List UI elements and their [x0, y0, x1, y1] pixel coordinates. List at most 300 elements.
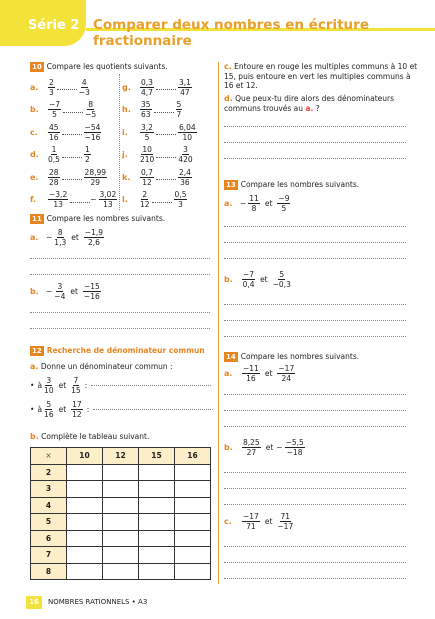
- numerator: −5,5: [285, 438, 304, 447]
- ex14-item-a: [224, 364, 297, 383]
- row-header: 4: [31, 497, 67, 514]
- answer-line[interactable]: [224, 488, 406, 489]
- numerator: −11: [243, 364, 259, 373]
- answer-line[interactable]: [224, 242, 406, 243]
- ex10-item: [30, 189, 119, 212]
- denominator: 0,5: [48, 155, 60, 165]
- table-cell[interactable]: [67, 563, 103, 580]
- numerator: 71: [280, 512, 291, 521]
- et-word: et: [260, 275, 268, 284]
- ex12-part-d: [224, 94, 394, 113]
- minus-sign: −: [240, 199, 247, 208]
- fraction: [84, 228, 104, 247]
- denominator: 16: [49, 132, 59, 142]
- column-header: 16: [175, 448, 211, 465]
- denominator: 12: [140, 200, 150, 210]
- item-label: i.: [122, 127, 128, 137]
- ex10-item: [30, 144, 119, 167]
- numerator: 5: [279, 270, 285, 279]
- fraction: [48, 168, 60, 187]
- numerator: −1,9: [84, 228, 104, 237]
- table-row: [31, 563, 211, 580]
- denominator: 13: [103, 200, 113, 210]
- numerator: 28: [49, 167, 59, 177]
- ex12-part-b: [30, 432, 149, 441]
- fraction: [242, 438, 261, 457]
- numerator: 7: [73, 376, 79, 385]
- numerator: 17: [72, 400, 82, 409]
- denominator: 8: [251, 204, 257, 213]
- numerator: −54: [84, 122, 101, 132]
- fraction: [99, 190, 118, 209]
- ex13-heading: [224, 180, 359, 190]
- table-cell[interactable]: [175, 464, 211, 481]
- ex10-item: [122, 189, 199, 212]
- numerator: −15: [83, 282, 100, 291]
- numerator: 4: [81, 77, 87, 87]
- fraction: [285, 438, 305, 457]
- denominator: 2,6: [87, 238, 100, 247]
- denominator: 1,3: [54, 238, 67, 247]
- table-cell[interactable]: [139, 530, 175, 547]
- comparison-blank[interactable]: [70, 197, 90, 203]
- fraction: [178, 78, 192, 97]
- answer-line[interactable]: [30, 258, 210, 259]
- numerator: −7: [49, 100, 61, 110]
- item-label: f.: [30, 195, 37, 205]
- column-header: 10: [67, 448, 103, 465]
- numerator: 3: [57, 282, 63, 291]
- fraction: [48, 123, 60, 142]
- fraction: [277, 512, 293, 531]
- item-label: c.: [30, 127, 38, 137]
- answer-line[interactable]: [224, 410, 406, 411]
- denominator: 3: [49, 87, 54, 97]
- comparison-blank[interactable]: [62, 174, 82, 180]
- table-cell[interactable]: [175, 514, 211, 531]
- ex14-heading: [224, 352, 359, 362]
- denominator: 71: [246, 522, 256, 531]
- fraction: [178, 123, 197, 142]
- fraction: [48, 145, 60, 164]
- fraction: [273, 270, 291, 289]
- answer-line[interactable]: [30, 328, 210, 329]
- table-cell[interactable]: [175, 563, 211, 580]
- numerator: 6,04: [178, 122, 196, 132]
- ex10-item: [122, 166, 199, 189]
- comparison-blank[interactable]: [156, 129, 176, 135]
- comparison-blank[interactable]: [156, 84, 176, 90]
- denominator: 24: [281, 374, 292, 383]
- fraction: [79, 78, 90, 97]
- answer-line[interactable]: [224, 472, 406, 473]
- comparison-blank[interactable]: [62, 129, 82, 135]
- column-divider: [218, 62, 219, 584]
- table-cell[interactable]: [103, 514, 139, 531]
- page-title: Comparer deux nombres en écriture fractionnaire: [93, 17, 369, 49]
- table-cell[interactable]: [67, 464, 103, 481]
- fraction: [44, 400, 54, 419]
- denominator: 4,7: [141, 87, 153, 97]
- table-cell[interactable]: [139, 481, 175, 498]
- answer-line[interactable]: [224, 562, 406, 563]
- numerator: −17: [243, 512, 259, 521]
- numerator: 5: [176, 100, 182, 110]
- fraction: [174, 190, 188, 209]
- item-label: c.: [224, 517, 232, 526]
- ex11-number: 11: [32, 215, 42, 223]
- numerator: 10: [142, 145, 152, 155]
- ex12-part-c: [224, 62, 417, 91]
- table-cell[interactable]: [139, 547, 175, 564]
- et-word: et: [58, 405, 67, 414]
- numerator: 0,5: [174, 190, 187, 200]
- table-cell[interactable]: [139, 514, 175, 531]
- denominator: 28: [49, 177, 59, 187]
- instruction-text: 16 et 12.: [224, 81, 258, 90]
- multiplication-table: [30, 447, 211, 580]
- bullet: •: [30, 405, 35, 414]
- column-header: 12: [103, 448, 139, 465]
- denominator: 12: [72, 410, 82, 419]
- denominator: 13: [53, 200, 63, 210]
- answer-line[interactable]: [224, 126, 406, 127]
- ex10-divider: [119, 74, 120, 210]
- fraction: [242, 364, 260, 383]
- numerator: 1: [51, 145, 57, 155]
- ex11-instruction: Compare les nombres suivants.: [46, 214, 166, 223]
- fraction: [248, 194, 260, 213]
- item-label: b.: [224, 443, 233, 452]
- et-word: et: [264, 199, 273, 208]
- fraction: [48, 100, 61, 119]
- fraction: [140, 123, 154, 142]
- instruction-text: Donne un dénominateur commun :: [40, 362, 173, 371]
- table-row: [31, 481, 211, 498]
- fraction: [71, 376, 81, 395]
- numerator: 8,25: [243, 438, 260, 447]
- denominator: 47: [180, 87, 190, 97]
- reference-label: a.: [305, 103, 314, 113]
- item-label: e.: [30, 172, 39, 182]
- fraction: [83, 282, 101, 301]
- answer-line[interactable]: [224, 546, 406, 547]
- item-label: j.: [122, 150, 128, 160]
- et-word: et: [71, 233, 79, 242]
- fraction: [242, 270, 255, 289]
- item-label: a.: [30, 82, 39, 92]
- instruction-text: communs trouvés au: [224, 103, 304, 113]
- table-cell[interactable]: [103, 497, 139, 514]
- fraction: [84, 123, 102, 142]
- denominator: −3: [78, 87, 90, 97]
- ex12-bullet-1: [30, 376, 211, 395]
- comparison-blank[interactable]: [152, 197, 172, 203]
- fraction: [54, 282, 65, 301]
- item-label: h.: [122, 105, 131, 115]
- denominator: 16: [246, 374, 256, 383]
- denominator: 27: [246, 448, 257, 457]
- ex12-number: 12: [32, 347, 42, 355]
- fraction: [48, 190, 68, 209]
- fraction: [140, 78, 154, 97]
- answer-line[interactable]: [93, 409, 213, 410]
- answer-line[interactable]: [224, 142, 406, 143]
- answer-line[interactable]: [224, 394, 406, 395]
- minus-sign: −: [46, 287, 53, 296]
- ex10-item: [122, 144, 199, 167]
- ex10-heading: [30, 62, 168, 72]
- numerator: 5: [46, 400, 52, 409]
- table-cell[interactable]: [139, 464, 175, 481]
- footer-text: NOMBRES RATIONNELS • A3: [48, 598, 148, 606]
- item-label: g.: [122, 82, 131, 92]
- comparison-blank[interactable]: [62, 152, 82, 158]
- denominator: −17: [277, 522, 294, 531]
- ex13-instruction: Compare les nombres suivants.: [240, 180, 360, 189]
- answer-line[interactable]: [224, 226, 406, 227]
- denominator: 210: [140, 155, 155, 165]
- table-cell[interactable]: [103, 464, 139, 481]
- denominator: −4: [54, 292, 66, 301]
- row-header: 5: [31, 514, 67, 531]
- answer-line[interactable]: [224, 320, 406, 321]
- numerator: 3: [46, 376, 52, 385]
- numerator: −3,2: [49, 190, 68, 200]
- denominator: 3: [178, 200, 183, 210]
- fraction: [85, 100, 96, 119]
- minus-sign: −: [276, 443, 283, 452]
- numerator: 3,1: [178, 77, 191, 87]
- answer-line[interactable]: [224, 158, 406, 159]
- item-label: b.: [30, 287, 39, 296]
- instruction-text: 15, puis entoure en vert les multiples communs à: [224, 71, 411, 81]
- ex13-item-b: [224, 270, 293, 289]
- item-label: d.: [224, 94, 233, 103]
- numerator: 28,99: [84, 167, 107, 177]
- table-cell[interactable]: [103, 481, 139, 498]
- item-label: l.: [122, 195, 128, 205]
- answer-line[interactable]: [224, 426, 406, 427]
- ex10-item: [122, 121, 199, 144]
- ex10-right-column: [122, 76, 199, 211]
- prefix-text: à: [37, 381, 43, 390]
- ex10-item: [30, 76, 119, 99]
- table-cell[interactable]: [139, 563, 175, 580]
- ex11-item-b: [30, 282, 103, 301]
- fraction: [140, 168, 154, 187]
- denominator: 420: [178, 155, 193, 165]
- answer-line[interactable]: [30, 274, 210, 275]
- et-word: et: [264, 517, 273, 526]
- numerator: 2: [142, 190, 148, 200]
- denominator: 7: [176, 110, 182, 120]
- table-cell[interactable]: [139, 497, 175, 514]
- item-label: d.: [30, 150, 39, 160]
- denominator: 12: [142, 177, 152, 187]
- answer-line[interactable]: [91, 385, 211, 386]
- denominator: 5: [281, 204, 287, 213]
- fraction: [242, 512, 260, 531]
- table-cell[interactable]: [67, 514, 103, 531]
- denominator: 10: [44, 386, 54, 395]
- ex12-part-a: [30, 362, 173, 371]
- denominator: −0,3: [272, 280, 291, 289]
- colon: :: [86, 405, 90, 414]
- table-cell[interactable]: [67, 497, 103, 514]
- table-corner: ×: [31, 448, 67, 465]
- table-row: [31, 547, 211, 564]
- instruction-text: Entoure en rouge les multiples communs à 10 et: [234, 62, 418, 71]
- numerator: 8: [57, 228, 63, 237]
- answer-line[interactable]: [224, 578, 406, 579]
- numerator: 3: [183, 145, 188, 155]
- denominator: 16: [44, 410, 54, 419]
- colon: :: [84, 381, 88, 390]
- row-header: 3: [31, 481, 67, 498]
- table-row: [31, 497, 211, 514]
- denominator: −18: [286, 448, 303, 457]
- numerator: 45: [49, 122, 59, 132]
- fraction: [178, 145, 192, 164]
- table-cell[interactable]: [175, 530, 211, 547]
- table-row: [31, 464, 211, 481]
- comparison-blank[interactable]: [57, 84, 77, 90]
- table-cell[interactable]: [67, 530, 103, 547]
- denominator: 10: [182, 132, 193, 142]
- ex11-item-a: [30, 228, 106, 247]
- ex13-item-a: [224, 194, 292, 213]
- numerator: 2,4: [178, 167, 191, 177]
- fraction: [140, 190, 150, 209]
- ex14-item-c: [224, 512, 295, 531]
- page-number: 16: [26, 596, 42, 609]
- numerator: 35: [141, 100, 151, 110]
- fraction: [54, 228, 66, 247]
- denominator: 29: [90, 177, 101, 187]
- fraction: [277, 194, 290, 213]
- item-label: a.: [224, 199, 233, 208]
- numerator: 1: [84, 145, 90, 155]
- item-label: b.: [224, 275, 233, 284]
- fraction: [84, 145, 91, 164]
- et-word: et: [70, 287, 78, 296]
- fraction: [84, 168, 107, 187]
- ex12-bullet-2: [30, 400, 213, 419]
- column-header: 15: [139, 448, 175, 465]
- table-cell[interactable]: [103, 547, 139, 564]
- item-label: b.: [30, 105, 39, 115]
- denominator: −16: [83, 292, 100, 301]
- fraction: [176, 100, 183, 119]
- ex11-heading: [30, 214, 165, 224]
- item-label: c.: [224, 62, 232, 71]
- numerator: −17: [278, 364, 295, 373]
- minus-sign: −: [46, 233, 53, 242]
- row-header: 8: [31, 563, 67, 580]
- et-word: et: [265, 443, 274, 452]
- ex10-number: 10: [32, 63, 42, 71]
- table-cell[interactable]: [67, 481, 103, 498]
- instruction-text: Que peux-tu dire alors des dénominateurs: [235, 94, 394, 103]
- row-header: 7: [31, 547, 67, 564]
- denominator: 5: [144, 132, 150, 142]
- ex10-instruction: Compare les quotients suivants.: [46, 62, 168, 71]
- denominator: 63: [141, 110, 151, 120]
- instruction-text: Complète le tableau suivant.: [41, 432, 150, 441]
- numerator: −7: [243, 270, 255, 279]
- ex10-item: [30, 99, 119, 122]
- table-row: [31, 530, 211, 547]
- answer-line[interactable]: [224, 336, 406, 337]
- ex10-item: [30, 166, 119, 189]
- ex14-instruction: Compare les nombres suivants.: [240, 352, 360, 361]
- item-label: a.: [224, 369, 233, 378]
- numerator: 3,02: [99, 190, 117, 200]
- comparison-blank[interactable]: [63, 107, 83, 113]
- denominator: 15: [71, 386, 81, 395]
- numerator: 0,3: [141, 77, 153, 87]
- ex10-item: [122, 99, 199, 122]
- fraction: [71, 400, 83, 419]
- denominator: −16: [84, 132, 101, 142]
- answer-line[interactable]: [224, 504, 406, 505]
- fraction: [277, 364, 295, 383]
- bullet: •: [30, 381, 35, 390]
- fraction: [140, 145, 154, 164]
- ex10-item: [122, 76, 199, 99]
- table-cell[interactable]: [67, 547, 103, 564]
- table-cell[interactable]: [175, 481, 211, 498]
- numerator: 0,7: [141, 167, 153, 177]
- numerator: 11: [249, 194, 259, 203]
- fraction: [178, 168, 192, 187]
- ex13-number: 13: [226, 181, 236, 189]
- answer-line[interactable]: [224, 304, 406, 305]
- comparison-blank[interactable]: [154, 107, 174, 113]
- et-word: et: [264, 369, 273, 378]
- table-header-row: [31, 448, 211, 465]
- comparison-blank[interactable]: [156, 174, 176, 180]
- table-cell[interactable]: [175, 497, 211, 514]
- numerator: 2: [49, 77, 54, 87]
- ex14-item-b: [224, 438, 307, 457]
- minus-sign: −: [90, 195, 97, 205]
- ex10-left-column: [30, 76, 119, 211]
- comparison-blank[interactable]: [156, 152, 176, 158]
- denominator: 2: [84, 155, 90, 165]
- answer-line[interactable]: [30, 312, 210, 313]
- prefix-text: à: [37, 405, 43, 414]
- row-header: 2: [31, 464, 67, 481]
- table-cell[interactable]: [103, 563, 139, 580]
- fraction: [48, 78, 55, 97]
- denominator: −5: [85, 110, 97, 120]
- question-mark: ?: [315, 103, 320, 113]
- series-label: Série 2: [28, 18, 80, 33]
- table-cell[interactable]: [175, 547, 211, 564]
- table-cell[interactable]: [103, 530, 139, 547]
- item-label: a.: [30, 362, 39, 371]
- denominator: 0,4: [242, 280, 255, 289]
- numerator: 3,2: [141, 122, 153, 132]
- denominator: 36: [180, 177, 190, 187]
- fraction: [44, 376, 54, 395]
- numerator: −9: [278, 194, 290, 203]
- answer-line[interactable]: [224, 258, 406, 259]
- et-word: et: [58, 381, 67, 390]
- ex12-heading: [30, 346, 205, 356]
